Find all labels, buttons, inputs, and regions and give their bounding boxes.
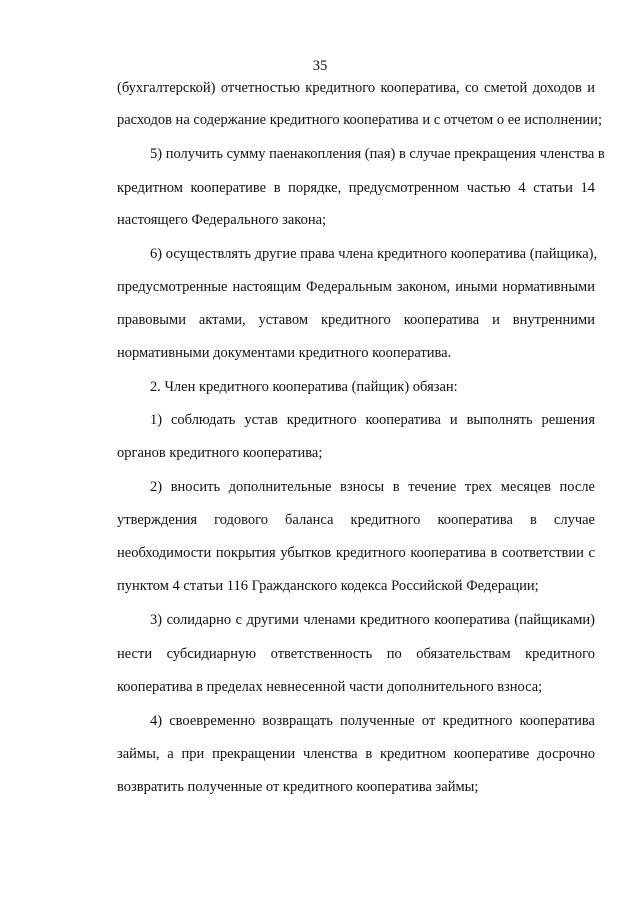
text-line: необходимости покрытия убытков кредитного кооператива в соответствии с xyxy=(117,545,595,561)
text-line: займы, а при прекращении членства в кредитном кооперативе досрочно xyxy=(117,746,595,762)
text-line: 2) вносить дополнительные взносы в течение трех месяцев после xyxy=(150,479,595,495)
text-line: (бухгалтерской) отчетностью кредитного кооператива, со сметой доходов и xyxy=(117,80,595,96)
text-line: предусмотренные настоящим Федеральным законом, иными нормативными xyxy=(117,279,595,295)
text-line: утверждения годового баланса кредитного кооператива в случае xyxy=(117,512,595,528)
text-line: настоящего Федерального закона; xyxy=(117,212,327,228)
text-line: 2. Член кредитного кооператива (пайщик) обязан: xyxy=(150,379,458,395)
text-line: 3) солидарно с другими членами кредитного кооператива (пайщиками) xyxy=(150,612,595,628)
text-line: расходов на содержание кредитного кооператива и с отчетом о ее исполнении; xyxy=(117,112,602,128)
text-line: кредитном кооперативе в порядке, предусмотренном частью 4 статьи 14 xyxy=(117,180,595,196)
text-line: 5) получить сумму паенакопления (пая) в случае прекращения членства в xyxy=(150,146,605,162)
text-line: нормативными документами кредитного кооператива. xyxy=(117,345,452,361)
text-line: возвратить полученные от кредитного кооператива займы; xyxy=(117,779,479,795)
text-line: правовыми актами, уставом кредитного кооператива и внутренними xyxy=(117,312,595,328)
text-line: пунктом 4 статьи 116 Гражданского кодекса Российской Федерации; xyxy=(117,578,539,594)
text-line: нести субсидиарную ответственность по обязательствам кредитного xyxy=(117,646,595,662)
text-line: 1) соблюдать устав кредитного кооператива и выполнять решения xyxy=(150,412,595,428)
text-line: органов кредитного кооператива; xyxy=(117,445,323,461)
page-number: 35 xyxy=(312,58,328,74)
text-line: 6) осуществлять другие права члена кредитного кооператива (пайщика), xyxy=(150,246,598,262)
text-line: кооператива в пределах невнесенной части дополнительного взноса; xyxy=(117,679,543,695)
text-line: 4) своевременно возвращать полученные от кредитного кооператива xyxy=(150,713,595,729)
